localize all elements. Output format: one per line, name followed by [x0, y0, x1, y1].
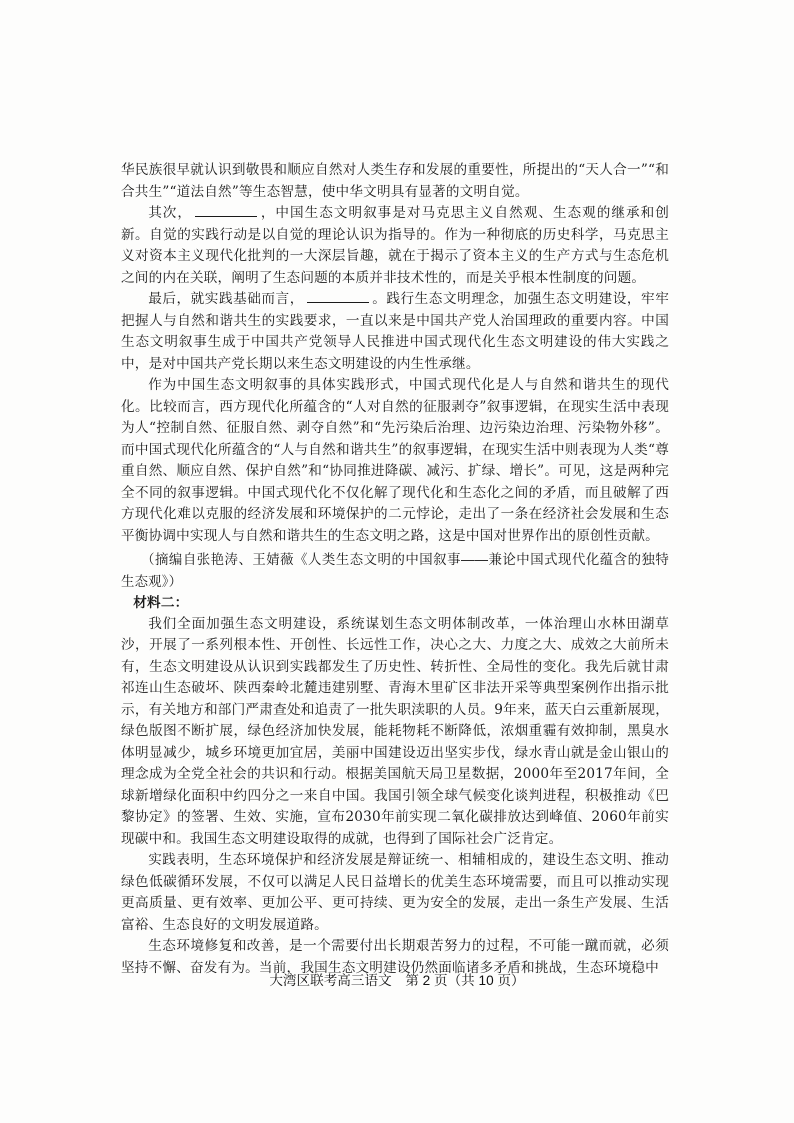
paragraph-6: 实践表明，生态环境保护和经济发展是辩证统一、相辅相成的，建设生态文明、推动绿色低碳循环发展，不仅可以满足人民日益增长的优美生态环境需要，而且可以推动实现更高质量、更有效率、更加公平、更可持续、更为安全的发展，走出一条生产发展、生活富裕、生态良好的文明发展道路。: [121, 852, 669, 933]
page-footer: 大湾区联考高三语文 第 2 页（共 10 页）: [269, 973, 525, 988]
paragraph-4: 作为中国生态文明叙事的具体实践形式，中国式现代化是人与自然和谐共生的现代化。比较而言，西方现代化所蕴含的“人对自然的征服剥夺”叙事逻辑，在现实生活中表现为人“控制自然、征服自然、剥夺自然”和“先污染后治理、边污染边治理、污染物外移”。而中国式现代化所蕴含的“人与自然和谐共生”的叙事逻辑，在现实生活中则表现为人类“尊重自然、顺应自然、保护自然”和“协同推进降碳、减污、扩绿、增长”。可见，这是两种完全不同的叙事逻辑。中国式现代化不仅化解了现代化和生态化之间的矛盾，而且破解了西方现代化难以克服的经济发展和环境保护的二元悖论，走出了一条在经济社会发展和生态平衡协调中实现人与自然和谐共生的生态文明之路，这是中国对世界作出的原创性贡献。: [121, 377, 669, 544]
source-citation: （摘编自张艳涛、王婧薇《人类生态文明的中国叙事——兼论中国式现代化蕴含的独特生态观》）: [121, 552, 669, 589]
paragraph-2-lead: 其次，: [148, 205, 193, 221]
paragraph-2-rest: ，中国生态文明叙事是对马克思主义自然观、生态观的继承和创新。自觉的实践行动是以自觉的理论认识为指导的。作为一种彻底的历史科学，马克思主义对资本主义现代化批判的一大深层旨趣，就在于揭示了资本主义的生产方式与生态危机之间的内在关联，阐明了生态问题的本质并非技术性的，而是关乎根本性制度的问题。: [121, 205, 669, 286]
material-2-heading: 材料二：: [133, 595, 189, 610]
answer-blank-1: [195, 203, 257, 217]
paragraph-3: [121, 289, 669, 375]
paragraph-1: 华民族很早就认识到敬畏和顺应自然对人类生存和发展的重要性，所提出的“天人合一”“和合共生”“道法自然”等生态智慧，使中华文明具有显著的文明自觉。: [121, 162, 669, 200]
paragraph-3-rest: 。践行生态文明理念，加强生态文明建设，牢牢把握人与自然和谐共生的实践要求，一直以来是中国共产党人治国理政的重要内容。中国生态文明叙事生成于中国共产党领导人民推进中国式现代化生态文明建设的伟大实践之中，是对中国共产党长期以来生态文明建设的内生性承继。: [121, 291, 669, 372]
paragraph-5: 我们全面加强生态文明建设，系统谋划生态文明体制改革，一体治理山水林田湖草沙，开展了一系列根本性、开创性、长远性工作，决心之大、力度之大、成效之大前所未有，生态文明建设从认识到实践都发生了历史性、转折性、全局性的变化。我先后就甘肃祁连山生态破坏、陕西秦岭北麓违建别墅、青海木里矿区非法开采等典型案例作出指示批示，有关地方和部门严肃查处和追责了一批失职渎职的人员。9年来，蓝天白云重新展现，绿色版图不断扩展，绿色经济加快发展，能耗物耗不断降低，浓烟重霾有效抑制，黑臭水体明显减少，城乡环境更加宜居，美丽中国建设迈出坚实步伐，绿水青山就是金山银山的理念成为全党全社会的共识和行动。根据美国航天局卫星数据，2000年至2017年间，全球新增绿化面积中约四分之一来自中国。我国引领全球气候变化谈判进程，积极推动《巴黎协定》的签署、生效、实施，宣布2030年前实现二氧化碳排放达到峰值、2060年前实现碳中和。我国生态文明建设取得的成就，也得到了国际社会广泛肯定。: [121, 615, 669, 847]
paragraph-3-lead: 最后，就实践基础而言，: [148, 291, 304, 307]
document-body: [121, 160, 669, 979]
answer-blank-2: [307, 289, 369, 303]
paragraph-7: 生态环境修复和改善，是一个需要付出长期艰苦努力的过程，不可能一蹴而就，必须坚持不懈、奋发有为。当前，我国生态文明建设仍然面临诸多矛盾和挑战，生态环境稳中: [121, 938, 669, 976]
paragraph-2: [121, 203, 669, 289]
